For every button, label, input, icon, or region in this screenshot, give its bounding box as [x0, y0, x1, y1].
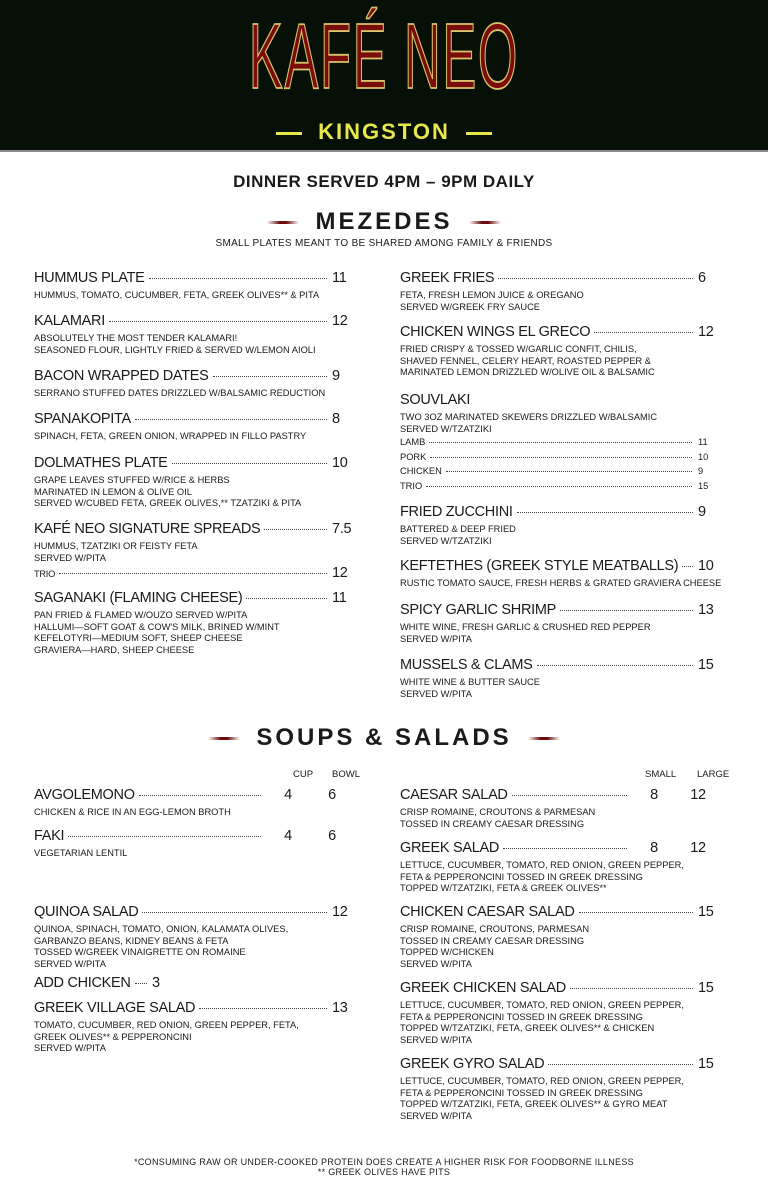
item-row: [400, 656, 720, 674]
item-price: 15: [698, 1056, 714, 1072]
description-line: TOPPED W/TZATZIKI, FETA, GREEK OLIVES** & CHICKEN: [400, 1023, 655, 1033]
description-line: MARINATED LEMON DRIZZLED W/OLIVE OIL & BALSAMIC: [400, 367, 655, 377]
item-name: KAFÉ NEO SIGNATURE SPREADS: [34, 521, 261, 537]
dot-leader: [172, 463, 327, 464]
item-price: 12: [332, 904, 348, 920]
item-name: BACON WRAPPED DATES: [34, 368, 209, 384]
menu-item: [34, 786, 354, 819]
item-price: 11: [332, 590, 347, 606]
description-line: ABSOLUTELY THE MOST TENDER KALAMARI!: [34, 333, 238, 343]
item-name: CHICKEN WINGS EL GRECO: [400, 324, 591, 340]
item-row: [34, 589, 354, 607]
item-row: [34, 827, 354, 845]
item-row: [400, 323, 720, 341]
dot-leader: [213, 376, 327, 377]
menu-item: [400, 979, 720, 1046]
dot-leader: [560, 610, 693, 611]
sub-option: [34, 564, 354, 583]
description-line: GREEK OLIVES** & PEPPERONCINI: [34, 1031, 192, 1042]
item-price: 13: [332, 1000, 348, 1016]
item-description: [34, 333, 354, 356]
item-row: [34, 312, 354, 330]
description-line: TOSSED IN CREAMY CAESAR DRESSING: [400, 935, 585, 946]
description-line: GRAVIERA—HARD, SHEEP CHEESE: [34, 644, 195, 655]
item-description: [34, 924, 354, 970]
description-line: SHAVED FENNEL, CELERY HEART, ROASTED PEPPER &: [400, 355, 651, 366]
description-line: QUINOA, SPINACH, TOMATO, ONION, KALAMATA OLIVES,: [34, 924, 289, 934]
menu-item: [34, 903, 354, 970]
sub-option-name: LAMB: [400, 437, 426, 447]
dot-leader: [537, 665, 694, 666]
description-line: BATTERED & DEEP FRIED: [400, 524, 516, 534]
item-description: [400, 924, 720, 970]
item-row: [34, 520, 354, 538]
item-name: SPICY GARLIC SHRIMP: [400, 602, 556, 618]
item-price: 15: [698, 657, 714, 673]
item-price: 7.5: [332, 521, 352, 537]
description-line: SERVED W/PITA: [34, 552, 106, 563]
sub-option-price: 12: [332, 565, 348, 581]
item-row: [400, 601, 720, 619]
item-price: 12: [698, 324, 714, 340]
item-name: FAKI: [34, 828, 65, 844]
sub-option: [400, 464, 720, 479]
item-name: SPANAKOPITA: [34, 411, 131, 427]
dot-leader: [594, 332, 693, 333]
item-name: GREEK CHICKEN SALAD: [400, 980, 566, 996]
item-row: [34, 454, 354, 472]
dot-leader: [149, 278, 327, 279]
item-description: [400, 412, 720, 435]
description-line: FETA & PEPPERONCINI TOSSED IN GREEK DRESSING: [400, 1011, 643, 1022]
dot-leader: [517, 512, 693, 513]
item-description: [400, 290, 720, 313]
item-name: GREEK FRIES: [400, 270, 495, 286]
item-name: KALAMARI: [34, 313, 105, 329]
sub-option-name: TRIO: [400, 480, 423, 491]
dot-leader: [246, 598, 327, 599]
item-description: [34, 807, 354, 819]
description-line: PAN FRIED & FLAMED W/OUZO SERVED W/PITA: [34, 610, 248, 620]
menu-item: [34, 454, 354, 510]
item-name: QUINOA SALAD: [34, 904, 139, 920]
dot-leader: [426, 486, 692, 487]
menu-item: [400, 269, 720, 313]
item-description: [34, 1020, 354, 1055]
dot-leader: [139, 795, 261, 796]
item-description: [400, 578, 720, 590]
raw-protein-warning: *CONSUMING RAW OR UNDER-COOKED PROTEIN DOES CREATE A HIGHER RISK FOR FOODBORNE ILLNESS: [134, 1157, 634, 1167]
item-description: [400, 622, 720, 645]
menu-item: [400, 323, 720, 379]
item-row: [400, 1055, 720, 1073]
item-name: MUSSELS & CLAMS: [400, 657, 533, 673]
dot-leader: [570, 988, 693, 989]
description-line: TWO 3OZ MARINATED SKEWERS DRIZZLED W/BALSAMIC: [400, 412, 658, 422]
description-line: SERVED W/PITA: [400, 1034, 472, 1045]
item-price: 11: [332, 270, 347, 286]
description-line: TOPPED W/CHICKEN: [400, 947, 494, 957]
item-row: [34, 903, 354, 921]
menu-item: [34, 367, 354, 400]
dot-leader: [109, 321, 327, 322]
item-price: 8: [332, 411, 340, 427]
dot-leader: [498, 278, 693, 279]
item-description: [34, 848, 354, 860]
sub-option-name: TRIO: [34, 569, 56, 579]
description-line: FRIED CRISPY & TOSSED W/GARLIC CONFIT, CHILIS,: [400, 344, 637, 354]
soups-salads-heading: SOUPS & SALADS: [0, 724, 768, 752]
item-row: [34, 999, 354, 1017]
description-line: VEGETARIAN LENTIL: [34, 848, 128, 858]
item-name: CAESAR SALAD: [400, 787, 508, 803]
menu-item: [34, 999, 354, 1055]
item-row: [400, 979, 720, 997]
sub-option: [400, 435, 720, 450]
item-price-large: 12: [690, 840, 706, 856]
description-line: CHICKEN & RICE IN AN EGG-LEMON BROTH: [34, 807, 231, 817]
item-row: [400, 391, 720, 409]
item-price-small: 4: [284, 828, 292, 844]
item-description: [34, 475, 354, 510]
dot-leader: [512, 795, 627, 796]
cup-header: CUP: [293, 769, 314, 780]
description-line: SERVED W/PITA: [34, 958, 106, 969]
description-line: CRISP ROMAINE, CROUTONS & PARMESAN: [400, 807, 596, 817]
dot-leader: [429, 442, 692, 443]
bowl-header: BOWL: [332, 769, 360, 780]
item-description: [34, 541, 354, 564]
description-line: LETTUCE, CUCUMBER, TOMATO, RED ONION, GREEN PEPPER,: [400, 1076, 684, 1086]
menu-item: [400, 786, 720, 830]
item-row: [34, 410, 354, 428]
description-line: SERVED W/PITA: [400, 633, 472, 644]
description-line: MARINATED IN LEMON & OLIVE OIL: [34, 486, 192, 497]
item-price: 9: [698, 504, 706, 520]
item-name: KEFTETHES (GREEK STYLE MEATBALLS): [400, 558, 679, 574]
item-name: SOUVLAKI: [400, 392, 471, 408]
sub-option-price: 15: [698, 480, 709, 491]
item-price: 10: [698, 558, 714, 574]
description-line: HUMMUS, TOMATO, CUCUMBER, FETA, GREEK OLIVES** & PITA: [34, 290, 320, 300]
sub-option-name: PORK: [400, 451, 427, 462]
menu-item: [34, 827, 354, 860]
description-line: TOPPED W/TZATZIKI, FETA, GREEK OLIVES** & GYRO MEAT: [400, 1099, 668, 1109]
dot-leader: [503, 848, 627, 849]
description-line: TOSSED IN CREAMY CAESAR DRESSING: [400, 818, 585, 829]
item-price-large: 12: [690, 787, 706, 803]
menu-item: [400, 839, 720, 895]
item-row: [400, 269, 720, 287]
menu-item: [400, 503, 720, 547]
item-price-small: 8: [650, 787, 658, 803]
item-description: [400, 344, 720, 379]
description-line: FETA & PEPPERONCINI TOSSED IN GREEK DRESSING: [400, 871, 643, 882]
item-description: [34, 431, 354, 443]
description-line: HUMMUS, TZATZIKI OR FEISTY FETA: [34, 541, 198, 551]
item-price: 10: [332, 455, 348, 471]
dot-leader: [430, 457, 692, 458]
item-price: 13: [698, 602, 714, 618]
menu-item: [34, 974, 174, 992]
description-line: CRISP ROMAINE, CROUTONS, PARMESAN: [400, 924, 590, 934]
menu-item: [400, 1055, 720, 1122]
sub-option-price: 9: [698, 466, 704, 476]
dot-leader: [548, 1064, 693, 1065]
item-price: 12: [332, 313, 348, 329]
item-price-large: 6: [328, 828, 336, 844]
description-line: SERVED W/PITA: [400, 688, 472, 699]
sub-option: [400, 479, 720, 494]
menu-item: [400, 903, 720, 970]
mezedes-heading: MEZEDES: [0, 208, 768, 236]
dot-leader: [135, 983, 147, 984]
item-price-small: 4: [284, 787, 292, 803]
menu-item: [34, 520, 354, 583]
item-price-large: 6: [328, 787, 336, 803]
item-price: 6: [698, 270, 706, 286]
item-row: [400, 903, 720, 921]
item-name: GREEK SALAD: [400, 840, 500, 856]
location-label: KINGSTON: [0, 120, 768, 144]
description-line: HALLUMI—SOFT GOAT & COW'S MILK, BRINED W/MINT: [34, 621, 280, 632]
restaurant-logo: KAFÉ NEO: [248, 5, 520, 109]
description-line: SERVED W/PITA: [34, 1043, 106, 1053]
dot-leader: [446, 471, 692, 472]
description-line: LETTUCE, CUCUMBER, TOMATO, RED ONION, GREEN PEPPER,: [400, 1000, 684, 1010]
menu-item: [34, 589, 354, 656]
dot-leader: [135, 419, 327, 420]
description-line: GRAPE LEAVES STUFFED W/RICE & HERBS: [34, 475, 230, 485]
menu-item: [400, 391, 720, 493]
item-description: [400, 807, 720, 830]
item-row: [34, 974, 174, 992]
item-name: AVGOLEMONO: [34, 787, 135, 803]
item-price-small: 8: [650, 840, 658, 856]
dot-leader: [142, 912, 327, 913]
dot-leader: [264, 529, 327, 530]
description-line: SERVED W/CUBED FETA, GREEK OLIVES,** TZATZIKI & PITA: [34, 498, 302, 508]
item-name: GREEK GYRO SALAD: [400, 1056, 545, 1072]
description-line: KEFELOTYRI—MEDIUM SOFT, SHEEP CHEESE: [34, 633, 243, 643]
dot-leader: [59, 573, 327, 574]
item-row: [34, 367, 354, 385]
item-description: [34, 290, 354, 302]
description-line: FETA, FRESH LEMON JUICE & OREGANO: [400, 290, 584, 300]
description-line: SERVED W/PITA: [400, 958, 472, 969]
header-banner: [0, 0, 768, 152]
sub-option: [400, 450, 720, 465]
item-name: FRIED ZUCCHINI: [400, 504, 513, 520]
menu-item: [400, 601, 720, 645]
menu-item: [34, 269, 354, 302]
item-name: ADD CHICKEN: [34, 975, 131, 991]
description-line: SERVED W/TZATZIKI: [400, 423, 492, 434]
olive-pit-note: ** GREEK OLIVES HAVE PITS: [317, 1167, 451, 1177]
item-description: [400, 524, 720, 547]
sub-option-name: CHICKEN: [400, 466, 442, 476]
description-line: SERVED W/TZATZIKI: [400, 535, 492, 546]
item-price: 9: [332, 368, 340, 384]
description-line: GARBANZO BEANS, KIDNEY BEANS & FETA: [34, 935, 229, 946]
menu-item: [34, 410, 354, 443]
item-row: [34, 786, 354, 804]
item-description: [400, 677, 720, 700]
description-line: FETA & PEPPERONCINI TOSSED IN GREEK DRESSING: [400, 1087, 643, 1098]
dot-leader: [68, 836, 261, 837]
description-line: WHITE WINE, FRESH GARLIC & CRUSHED RED PEPPER: [400, 622, 651, 632]
description-line: RUSTIC TOMATO SAUCE, FRESH HERBS & GRATED GRAVIERA CHEESE: [400, 578, 722, 588]
item-description: [400, 1000, 720, 1046]
description-line: TOMATO, CUCUMBER, RED ONION, GREEN PEPPER, FETA,: [34, 1020, 299, 1030]
item-row: [400, 557, 720, 575]
small-header: SMALL: [645, 769, 677, 780]
item-price: 15: [698, 980, 714, 996]
item-description: [400, 1076, 720, 1122]
description-line: SERRANO STUFFED DATES DRIZZLED W/BALSAMIC REDUCTION: [34, 388, 326, 398]
item-row: [34, 269, 354, 287]
item-name: GREEK VILLAGE SALAD: [34, 1000, 196, 1016]
description-line: TOSSED W/GREEK VINAIGRETTE ON ROMAINE: [34, 947, 246, 957]
item-description: [34, 388, 354, 400]
sub-option-price: 11: [698, 437, 708, 447]
item-price: 15: [698, 904, 714, 920]
footer-notes: [0, 1157, 768, 1177]
dot-leader: [579, 912, 694, 913]
dot-leader: [199, 1008, 327, 1009]
item-name: CHICKEN CAESAR SALAD: [400, 904, 575, 920]
menu-item: [34, 312, 354, 356]
item-description: [34, 610, 354, 656]
description-line: TOPPED W/TZATZIKI, FETA & GREEK OLIVES**: [400, 883, 607, 893]
description-line: SEASONED FLOUR, LIGHTLY FRIED & SERVED W/LEMON AIOLI: [34, 344, 316, 355]
dinner-hours: DINNER SERVED 4PM – 9PM DAILY: [233, 172, 535, 191]
item-name: SAGANAKI (FLAMING CHEESE): [34, 590, 243, 606]
item-row: [400, 786, 720, 804]
item-description: [400, 860, 720, 895]
item-name: HUMMUS PLATE: [34, 270, 145, 286]
description-line: SERVED W/GREEK FRY SAUCE: [400, 301, 541, 312]
sub-option-price: 10: [698, 451, 709, 462]
item-row: [400, 839, 720, 857]
description-line: WHITE WINE & BUTTER SAUCE: [400, 677, 540, 687]
dot-leader: [682, 566, 693, 567]
item-price: 3: [152, 975, 160, 991]
large-header: LARGE: [697, 769, 730, 780]
item-name: DOLMATHES PLATE: [34, 455, 168, 471]
menu-item: [400, 557, 720, 590]
description-line: LETTUCE, CUCUMBER, TOMATO, RED ONION, GREEN PEPPER,: [400, 860, 684, 870]
description-line: SERVED W/PITA: [400, 1110, 472, 1121]
description-line: SPINACH, FETA, GREEN ONION, WRAPPED IN FILLO PASTRY: [34, 431, 307, 441]
mezedes-subtitle: SMALL PLATES MEANT TO BE SHARED AMONG FAMILY & FRIENDS: [215, 238, 553, 249]
item-row: [400, 503, 720, 521]
menu-item: [400, 656, 720, 700]
